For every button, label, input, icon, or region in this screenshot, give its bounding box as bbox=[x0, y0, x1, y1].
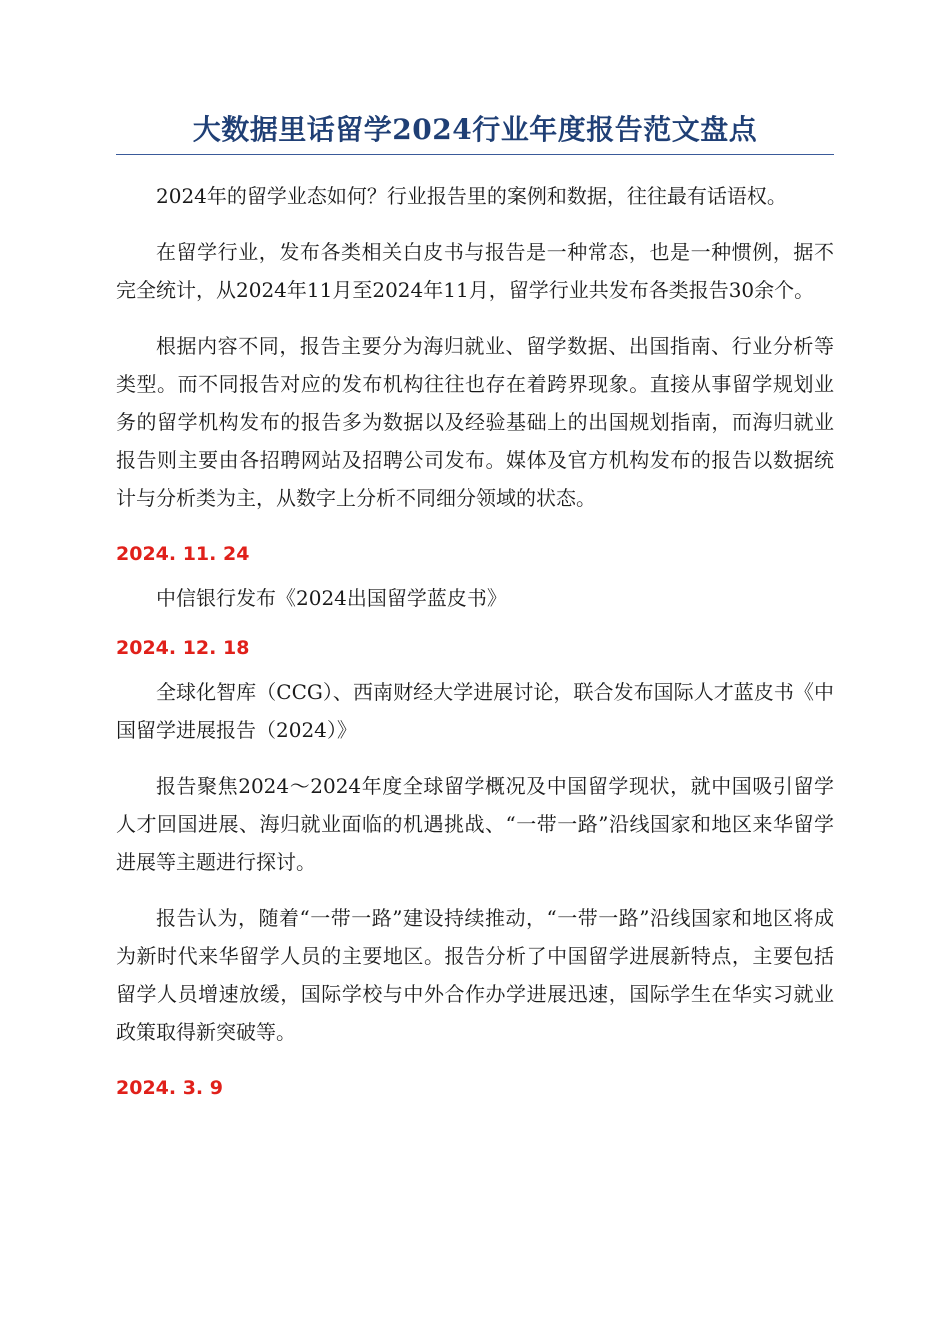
entry-paragraph: 全球化智库（CCG）、西南财经大学进展讨论，联合发布国际人才蓝皮书《中国留学进展报告（2024）》 bbox=[116, 680, 834, 742]
entry-date: 2024. 12. 18 bbox=[116, 637, 250, 659]
entry-paragraph: 中信银行发布《2024出国留学蓝皮书》 bbox=[156, 586, 507, 610]
entry-paragraph: 报告聚焦2024～2024年度全球留学概况及中国留学现状，就中国吸引留学人才回国进展、海归就业面临的机遇挑战、“一带一路”沿线国家和地区来华留学进展等主题进行探讨。 bbox=[116, 774, 834, 874]
entry-date: 2024. 3. 9 bbox=[116, 1077, 223, 1099]
document-page bbox=[116, 108, 834, 1113]
document-title: 大数据里话留学2024行业年度报告范文盘点 bbox=[116, 108, 834, 155]
intro-paragraph: 2024年的留学业态如何？行业报告里的案例和数据，往往最有话语权。 bbox=[156, 184, 787, 208]
classification-paragraph: 根据内容不同，报告主要分为海归就业、留学数据、出国指南、行业分析等类型。而不同报告对应的发布机构往往也存在着跨界现象。直接从事留学规划业务的留学机构发布的报告多为数据以及经验基础上的出国规划指南，而海归就业报告则主要由各招聘网站及招聘公司发布。媒体及官方机构发布的报告以数据统计与分析类为主，从数字上分析不同细分领域的状态。 bbox=[116, 334, 834, 510]
entry-paragraph: 报告认为，随着“一带一路”建设持续推动，“一带一路”沿线国家和地区将成为新时代来华留学人员的主要地区。报告分析了中国留学进展新特点，主要包括留学人员增速放缓，国际学校与中外合作办学进展迅速，国际学生在华实习就业政策取得新突破等。 bbox=[116, 906, 834, 1044]
background-paragraph: 在留学行业，发布各类相关白皮书与报告是一种常态，也是一种惯例，据不完全统计，从2024年11月至2024年11月，留学行业共发布各类报告30余个。 bbox=[116, 240, 834, 302]
entry-date: 2024. 11. 24 bbox=[116, 543, 250, 565]
document-body bbox=[116, 177, 834, 1107]
